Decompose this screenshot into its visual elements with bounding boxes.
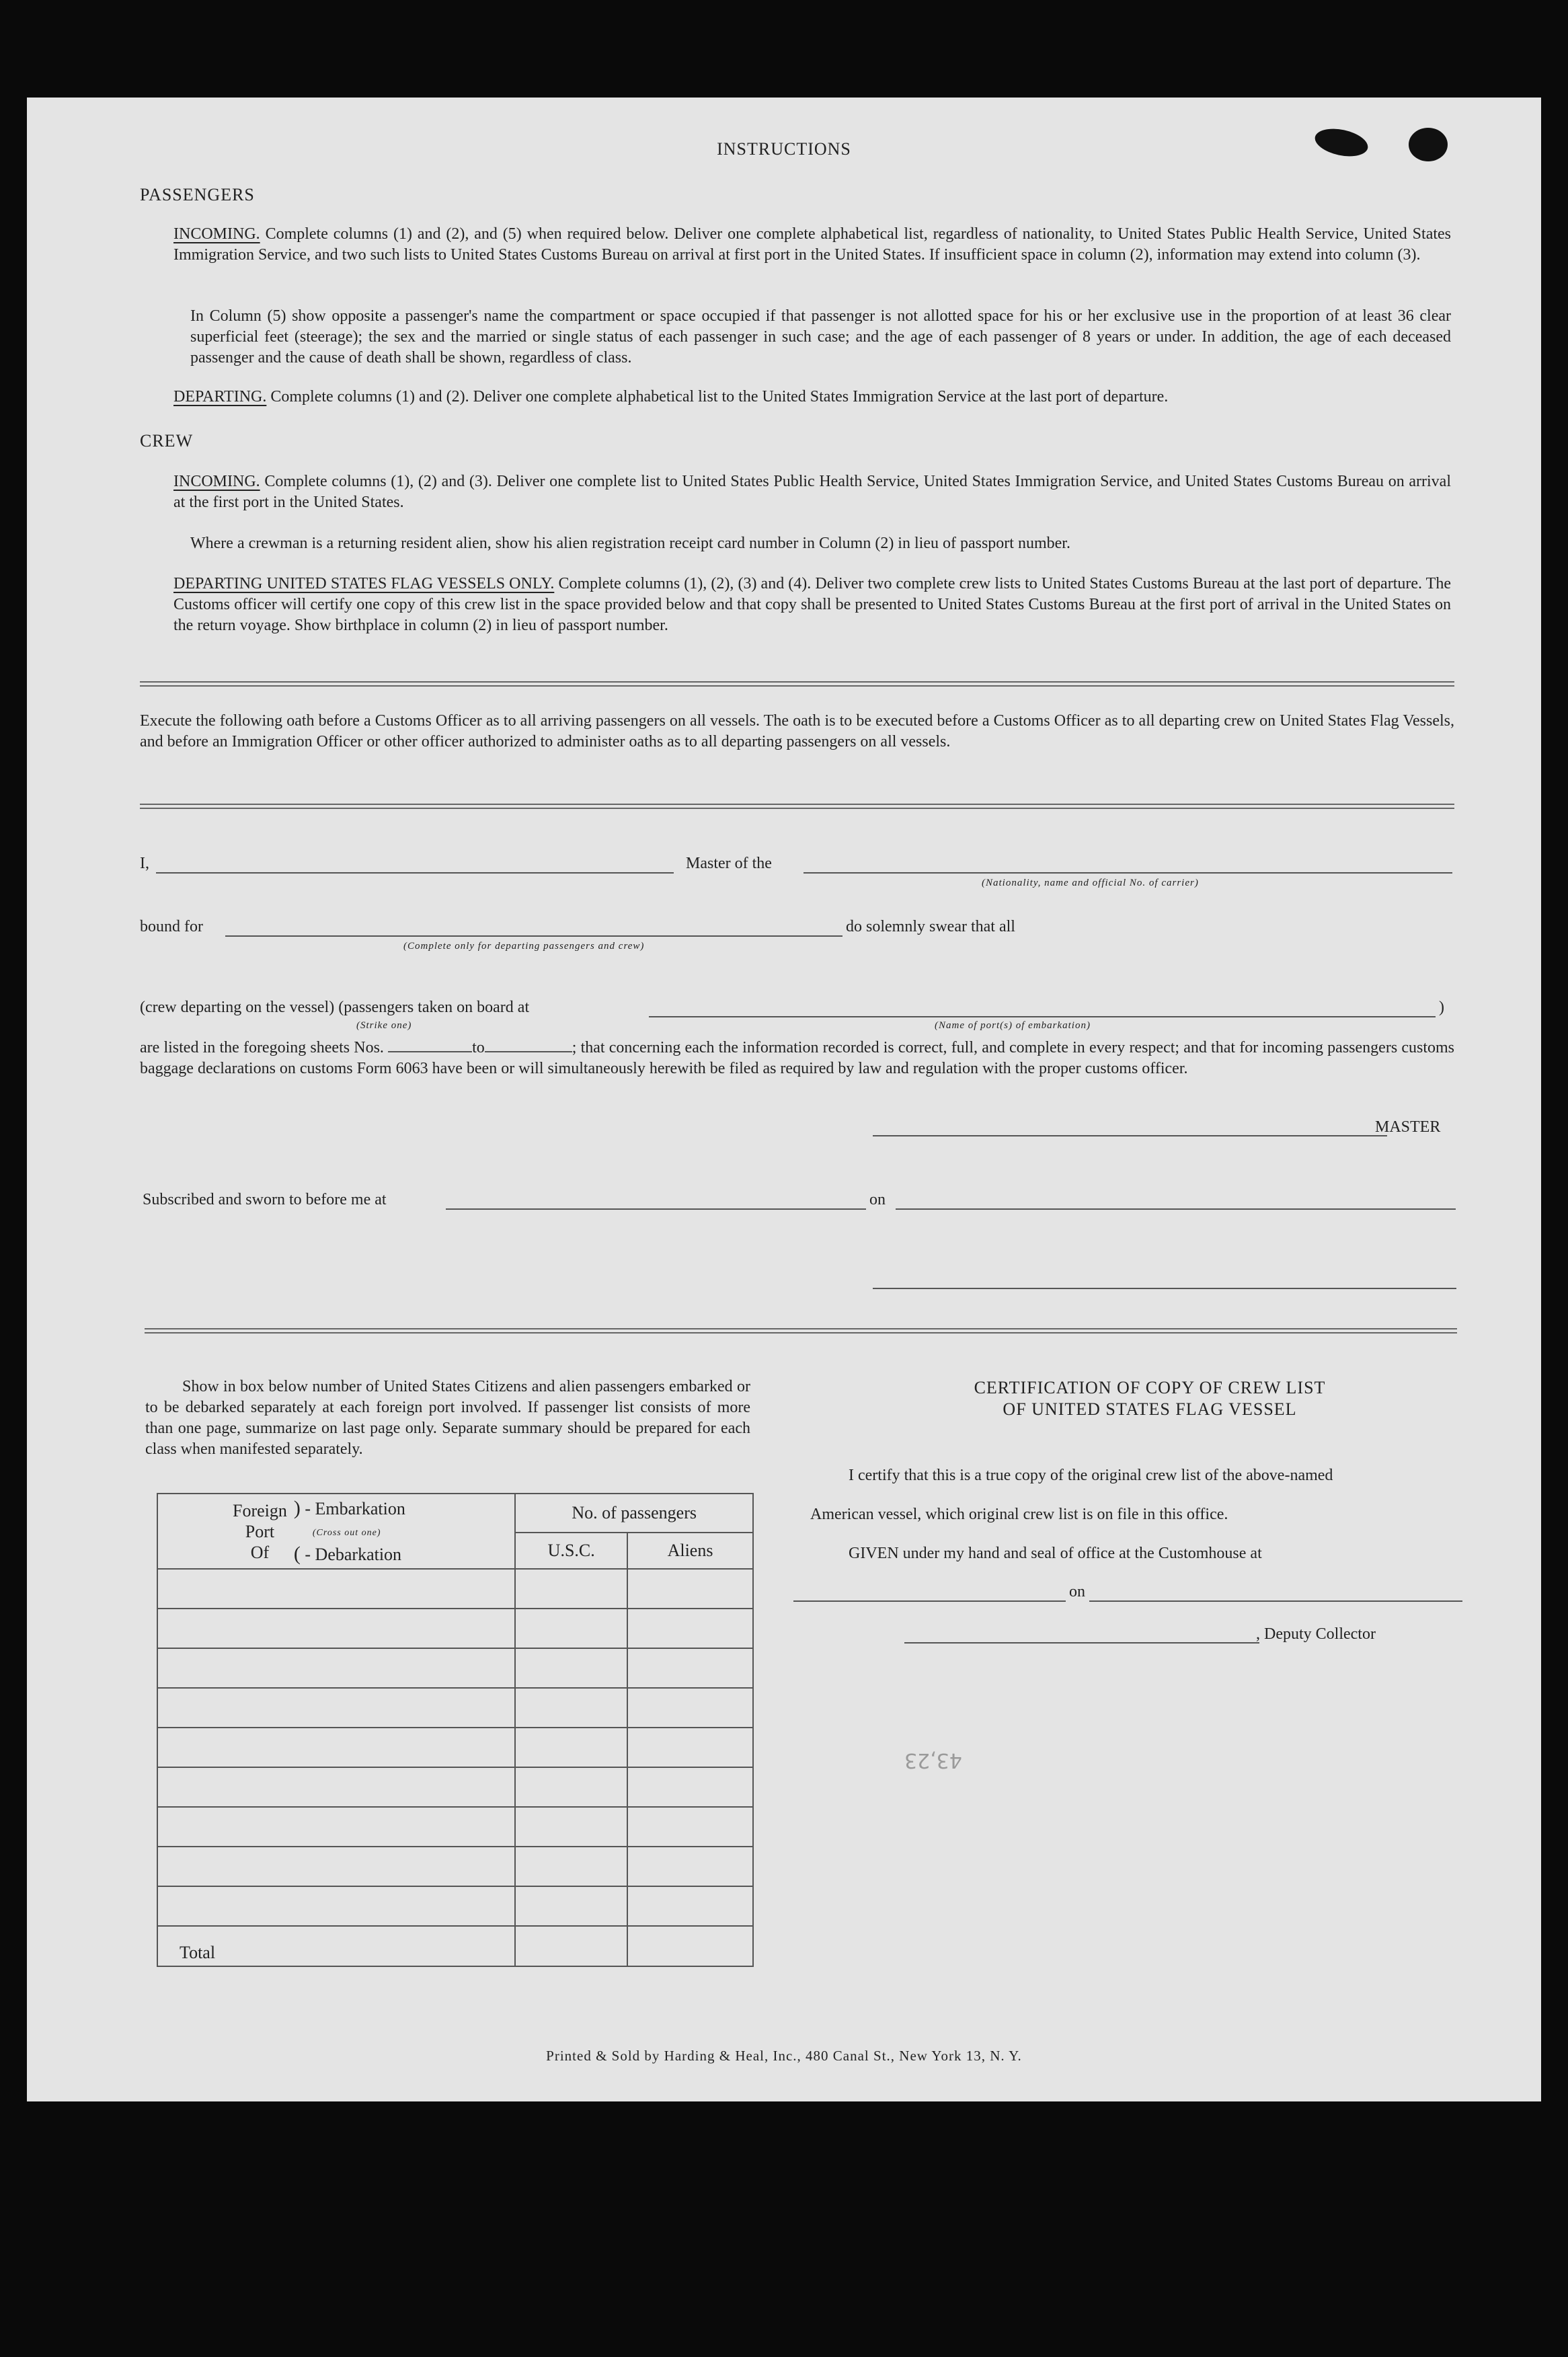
- usc-cell[interactable]: [515, 1767, 627, 1807]
- port-cell[interactable]: [157, 1648, 515, 1688]
- sheet-to-field[interactable]: [485, 1038, 572, 1052]
- crew-incoming-paragraph: [173, 471, 1451, 513]
- passengers-departing-label: DEPARTING.: [173, 388, 267, 405]
- certification-title-1: CERTIFICATION OF COPY OF CREW LIST: [974, 1378, 1326, 1397]
- usc-header-cell: U.S.C.: [515, 1533, 627, 1569]
- aliens-cell[interactable]: [627, 1728, 753, 1767]
- strike-hint: (Strike one): [356, 1020, 412, 1031]
- certification-text-3: GIVEN under my hand and seal of office at the Customhouse at: [849, 1545, 1262, 1562]
- bound-hint: (Complete only for departing passengers and crew): [403, 941, 645, 952]
- port-cell[interactable]: [157, 1847, 515, 1886]
- ports-hint: (Name of port(s) of embarkation): [935, 1020, 1091, 1031]
- double-rule: [145, 1328, 1457, 1334]
- customhouse-date-field[interactable]: [1089, 1600, 1462, 1602]
- aliens-cell[interactable]: [627, 1847, 753, 1886]
- crew-incoming-label: INCOMING.: [173, 473, 260, 490]
- passengers-incoming-label: INCOMING.: [173, 225, 260, 243]
- col-port-2: Port: [245, 1521, 275, 1541]
- certification-text-2: American vessel, which original crew list is on file in this office.: [810, 1506, 1228, 1523]
- port-cell[interactable]: [157, 1569, 515, 1609]
- aliens-cell[interactable]: [627, 1807, 753, 1847]
- port-cell[interactable]: [157, 1807, 515, 1847]
- usc-cell[interactable]: [515, 1847, 627, 1886]
- total-aliens-cell[interactable]: [627, 1926, 753, 1966]
- passengers-incoming-paragraph: [173, 224, 1451, 266]
- certification-title-2: OF UNITED STATES FLAG VESSEL: [1003, 1399, 1297, 1419]
- passengers-departing-text: Complete columns (1) and (2). Deliver one complete alphabetical list to the United States Immigration Service at the last port of departure.: [270, 388, 1169, 405]
- embarkation-port-field[interactable]: [649, 1016, 1436, 1017]
- oath-bound-for: bound for: [140, 918, 203, 935]
- usc-cell[interactable]: [515, 1886, 627, 1926]
- passengers-heading: PASSENGERS: [140, 185, 255, 204]
- usc-cell[interactable]: [515, 1609, 627, 1648]
- passengers-column5-paragraph: In Column (5) show opposite a passenger's name the compartment or space occupied if that passenger is not allotted space for his or her exclusive use in the proportion of at least 36 clear superficial feet (steerage); the sex and the married or single status of each passenger in such case; and the age of each passenger of 8 years or under. In addition, the age of each deceased passenger and the cause of death shall be shown, regardless of class.: [190, 307, 1451, 366]
- certification-on-label: on: [1069, 1583, 1085, 1600]
- oath-swear: do solemnly swear that all: [846, 918, 1015, 935]
- oath-listed-paragraph: [140, 1038, 1454, 1079]
- passengers-departing-paragraph: [173, 387, 1451, 408]
- sheet-from-field[interactable]: [388, 1038, 472, 1052]
- cross-hint: (Cross out one): [312, 1528, 381, 1538]
- usc-cell[interactable]: [515, 1569, 627, 1609]
- port-cell[interactable]: [157, 1688, 515, 1728]
- crew-crewman-paragraph: Where a crewman is a returning resident alien, show his alien registration receipt card number in Column (2) in lieu of passport number.: [190, 535, 1070, 552]
- usc-cell[interactable]: [515, 1648, 627, 1688]
- embark-label[interactable]: - Embarkation: [305, 1499, 405, 1518]
- port-cell[interactable]: [157, 1767, 515, 1807]
- double-rule: [140, 804, 1454, 809]
- aliens-cell[interactable]: [627, 1609, 753, 1648]
- oath-listed-to: to: [472, 1039, 485, 1056]
- printer-footer: Printed & Sold by Harding & Heal, Inc., 480 Canal St., New York 13, N. Y.: [546, 2048, 1022, 2064]
- customhouse-place-field[interactable]: [793, 1600, 1066, 1602]
- oath-close-paren: ): [1439, 999, 1444, 1016]
- master-name-field[interactable]: [156, 872, 674, 874]
- page-title: INSTRUCTIONS: [717, 139, 851, 159]
- usc-cell[interactable]: [515, 1807, 627, 1847]
- sworn-on-label: on: [869, 1191, 886, 1208]
- master-label: MASTER: [1375, 1118, 1441, 1136]
- oath-crew-passengers: (crew departing on the vessel) (passengers taken on board at: [140, 999, 530, 1016]
- oath-i-label: I,: [140, 855, 149, 872]
- usc-cell[interactable]: [515, 1728, 627, 1767]
- sworn-date-field[interactable]: [896, 1208, 1456, 1210]
- oath-master-of: Master of the: [686, 855, 772, 872]
- oath-listed-b: ; that concerning each the information recorded is correct, full, and complete in every respect; and that for incoming passengers customs baggage declarations on customs Form 6063 have been or will simultaneously herewith be filed as required by law and regulation with the proper customs officer.: [140, 1039, 1454, 1077]
- double-rule: [140, 681, 1454, 687]
- faint-stamp: 43,23: [904, 1748, 962, 1772]
- aliens-cell[interactable]: [627, 1688, 753, 1728]
- passengers-incoming-text: Complete columns (1) and (2), and (5) when required below. Deliver one complete alphabetical list, regardless of nationality, to United States Public Health Service, United States Immigration Service, and two such lists to United States Customs Bureau on arrival at first port in the United States. If insufficient space in column (2), information may extend into column (3).: [173, 225, 1452, 264]
- vessel-field[interactable]: [803, 872, 1452, 874]
- port-cell[interactable]: [157, 1609, 515, 1648]
- summary-intro: Show in box below number of United States Citizens and alien passengers embarked or to be debarked separately at each foreign port involved. If passenger list consists of more than one page, summarize on last page only. Separate summary should be prepared for each class when manifested separately.: [145, 1378, 750, 1458]
- aliens-cell[interactable]: [627, 1569, 753, 1609]
- form-sheet: [27, 98, 1541, 2101]
- passengers-header-cell: No. of passengers: [515, 1494, 753, 1533]
- deputy-collector-signature-field[interactable]: [904, 1642, 1259, 1644]
- aliens-header-cell: Aliens: [627, 1533, 753, 1569]
- col-port-3: Of: [250, 1542, 270, 1562]
- crew-incoming-text: Complete columns (1), (2) and (3). Deliver one complete list to United States Public Health Service, United States Immigration Service, and United States Customs Bureau on arrival at the first port in the United States.: [173, 473, 1451, 511]
- crew-departing-paragraph: [173, 574, 1451, 636]
- oath-listed-a: are listed in the foregoing sheets Nos.: [140, 1039, 384, 1056]
- aliens-cell[interactable]: [627, 1767, 753, 1807]
- debark-label[interactable]: - Debarkation: [305, 1545, 402, 1564]
- aliens-cell[interactable]: [627, 1648, 753, 1688]
- sworn-place-field[interactable]: [446, 1208, 866, 1210]
- bound-for-field[interactable]: [225, 935, 842, 937]
- officer-signature-field[interactable]: [873, 1288, 1456, 1289]
- usc-cell[interactable]: [515, 1688, 627, 1728]
- port-cell[interactable]: [157, 1886, 515, 1926]
- crew-departing-label: DEPARTING UNITED STATES FLAG VESSELS ONLY.: [173, 575, 555, 592]
- deputy-collector-label: , Deputy Collector: [1256, 1625, 1376, 1643]
- port-cell[interactable]: [157, 1728, 515, 1767]
- nationality-hint: (Nationality, name and official No. of carrier): [982, 878, 1199, 888]
- subscribed-label: Subscribed and sworn to before me at: [143, 1191, 387, 1208]
- oath-intro: Execute the following oath before a Customs Officer as to all arriving passengers on all vessels. The oath is to be executed before a Customs Officer as to all departing crew on United States Flag Vessels, and before an Immigration Officer or other officer authorized to administer oaths as to all departing passengers on all vessels.: [140, 712, 1454, 750]
- total-usc-cell[interactable]: [515, 1926, 627, 1966]
- col-port-1: Foreign: [233, 1500, 287, 1520]
- total-label-cell: Total: [157, 1926, 515, 1966]
- certification-text-1: I certify that this is a true copy of the original crew list of the above-named: [849, 1467, 1333, 1484]
- master-signature-field[interactable]: [873, 1135, 1387, 1136]
- crew-departing-text: Complete columns (1), (2), (3) and (4). Deliver two complete crew lists to United States Customs Bureau at the last port of departure. The Customs officer will certify one copy of this crew list in the space provided below and that copy shall be presented to United States Customs Bureau at the first port of arrival in the United States on the return voyage. Show birthplace in column (2) in lieu of passport number.: [173, 575, 1451, 634]
- port-header-cell: Foreign Port Of ) - Embarkation (Cross out one) ( - Debarkation: [157, 1494, 515, 1569]
- aliens-cell[interactable]: [627, 1886, 753, 1926]
- passenger-summary-table: [157, 1493, 754, 1967]
- crew-heading: CREW: [140, 431, 194, 451]
